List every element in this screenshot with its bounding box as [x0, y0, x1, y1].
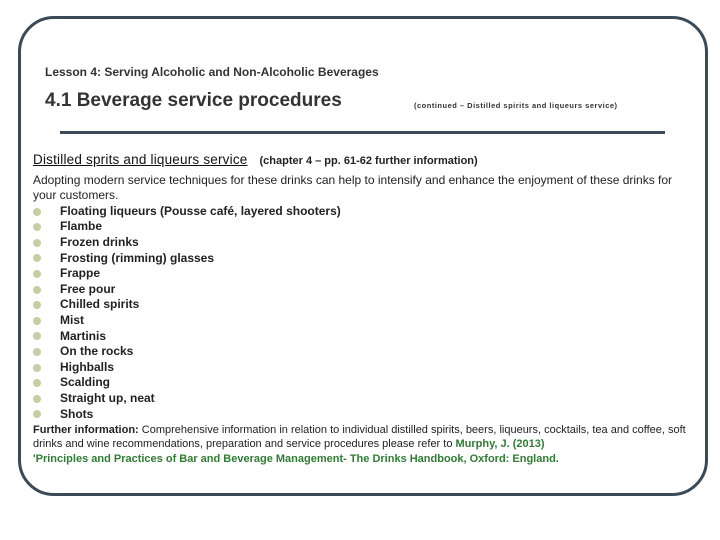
list-item-label: Frosting (rimming) glasses — [60, 250, 215, 265]
list-item-label: Floating liqueurs (Pousse café, layered shooters) — [60, 203, 341, 218]
list-item-label: Scalding — [60, 375, 111, 390]
bullet-icon — [33, 239, 41, 247]
list-item-label: Frappe — [60, 266, 101, 281]
bullet-icon — [33, 286, 41, 294]
list-item-label: Shots — [60, 406, 94, 421]
bullet-icon — [33, 208, 41, 216]
bullet-icon — [33, 348, 41, 356]
further-label: Further information: — [33, 424, 139, 437]
list-item — [33, 204, 688, 220]
bullet-icon — [33, 270, 41, 278]
slide-title: 4.1 Beverage service procedures — [45, 90, 342, 111]
list-item-label: Martinis — [60, 328, 107, 343]
bullet-icon — [33, 254, 41, 262]
list-item-label: Frozen drinks — [60, 234, 139, 249]
list-item — [33, 360, 688, 376]
list-item — [33, 313, 688, 329]
section-heading — [33, 152, 688, 170]
bullet-icon — [33, 395, 41, 403]
list-item — [33, 282, 688, 298]
list-item — [33, 235, 688, 251]
list-item-label: Highballs — [60, 359, 115, 374]
list-item — [33, 375, 688, 391]
lesson-heading: Lesson 4: Serving Alcoholic and Non-Alcoholic Beverages — [45, 65, 379, 79]
list-item — [33, 297, 688, 313]
list-item-label: Mist — [60, 312, 84, 327]
list-item — [33, 391, 688, 407]
bullet-icon — [33, 364, 41, 372]
further-text: Comprehensive information in relation to individual distilled spirits, beers, liqueurs, cocktails, tea and coffee, soft drinks and wine recommendations, preparation and service procedures please refer to — [33, 424, 686, 451]
list-item — [33, 407, 688, 423]
list-item-label: Chilled spirits — [60, 297, 140, 312]
bullet-icon — [33, 410, 41, 418]
slide-subtitle: (continued – Distilled spirits and liqueurs service) — [414, 101, 618, 110]
list-item-label: Free pour — [60, 281, 116, 296]
list-item — [33, 266, 688, 282]
slide-content — [33, 152, 688, 466]
section-title: Distilled sprits and liqueurs service — [33, 152, 248, 167]
bullet-icon — [33, 301, 41, 309]
bullet-icon — [33, 379, 41, 387]
list-item-label: On the rocks — [60, 344, 134, 359]
list-item — [33, 344, 688, 360]
bullet-icon — [33, 317, 41, 325]
technique-list — [33, 204, 688, 422]
bullet-icon — [33, 223, 41, 231]
list-item-label: Flambe — [60, 219, 103, 234]
list-item-label: Straight up, neat — [60, 390, 155, 405]
further-information — [33, 423, 688, 466]
list-item — [33, 219, 688, 235]
section-intro: Adopting modern service techniques for these drinks can help to intensify and enhance the enjoyment of these drinks for your customers. — [33, 172, 673, 203]
list-item — [33, 329, 688, 345]
title-divider — [60, 131, 665, 134]
section-reference: (chapter 4 – pp. 61-62 further information) — [259, 155, 478, 167]
list-item — [33, 251, 688, 267]
reference-book: 'Principles and Practices of Bar and Beverage Management- The Drinks Handbook, Oxford: England. — [33, 452, 559, 465]
reference-author: Murphy, J. (2013) — [455, 438, 545, 451]
bullet-icon — [33, 332, 41, 340]
